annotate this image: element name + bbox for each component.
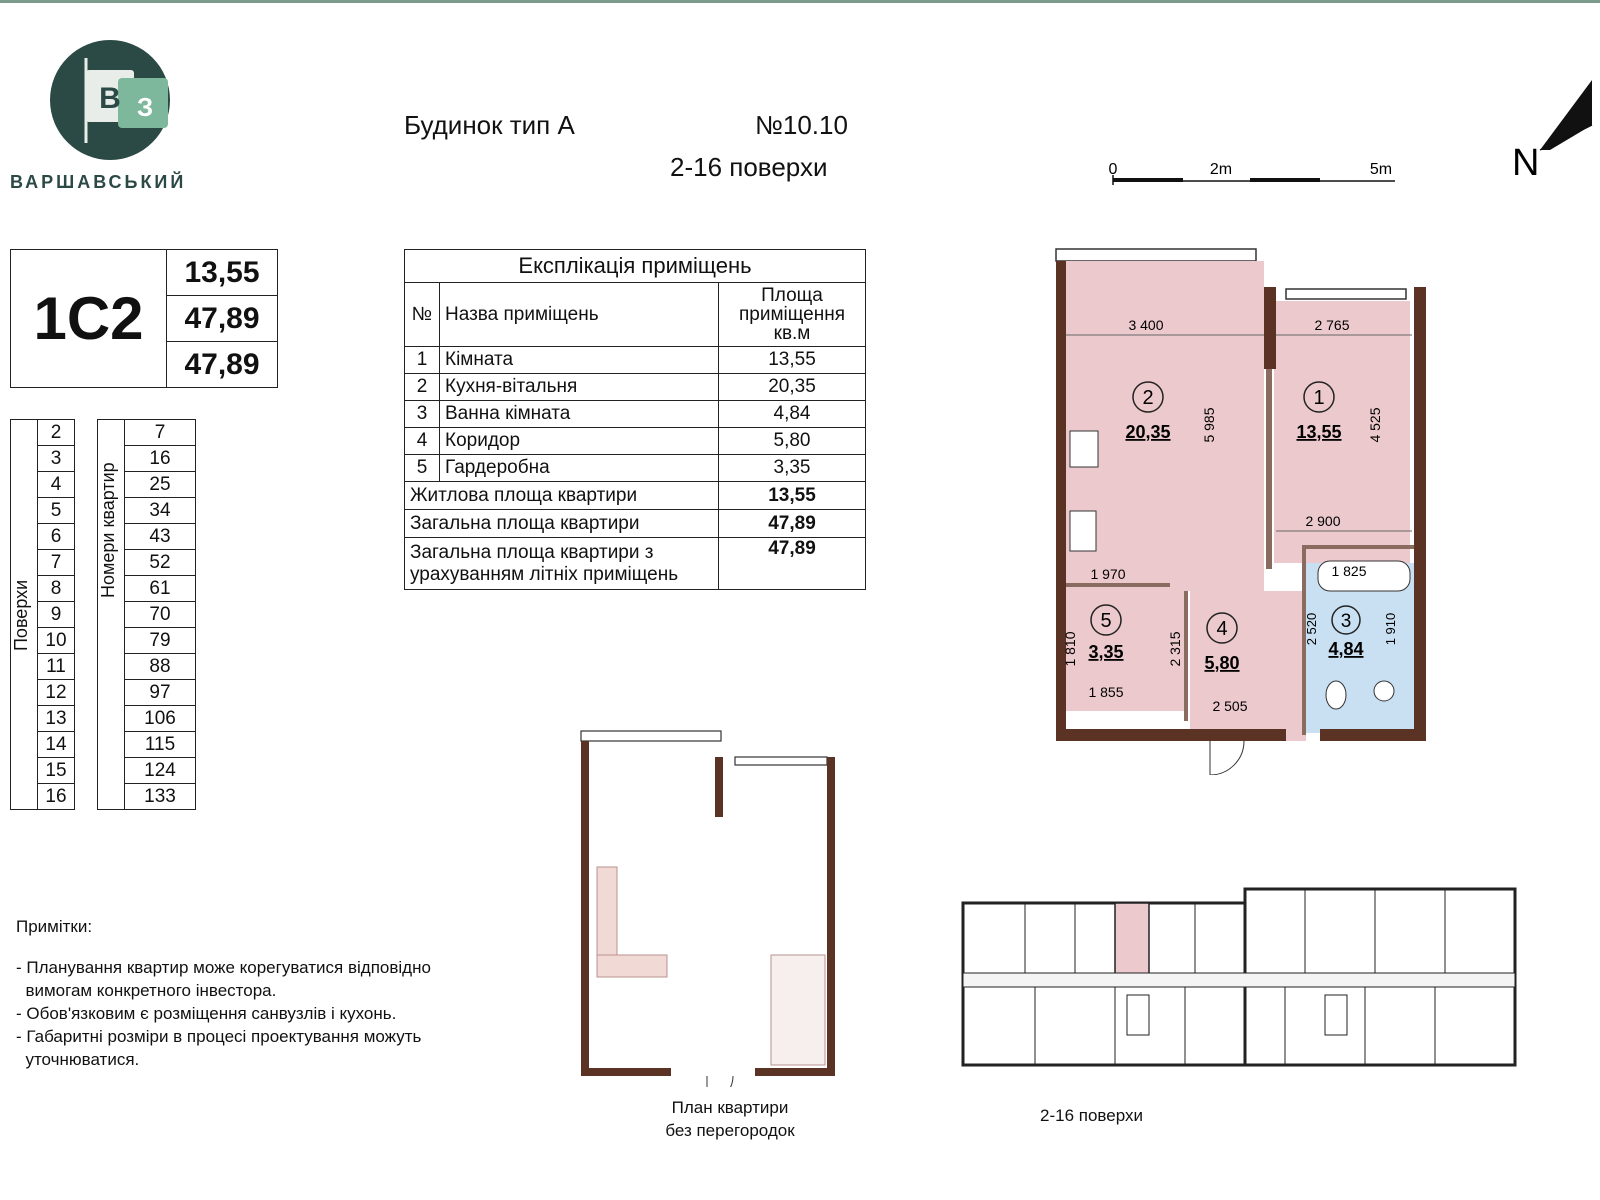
unit-area-total: 47,89 [167, 296, 278, 342]
washing-machine-icon [1374, 681, 1394, 701]
floor-cell: 4 [38, 472, 75, 498]
floor-cell: 9 [38, 602, 75, 628]
floor-cell: 11 [38, 654, 75, 680]
open-plan [575, 727, 850, 1087]
total-value: 13,55 [719, 482, 866, 510]
stove-icon [1070, 431, 1098, 467]
apartment-cell: 88 [125, 654, 196, 680]
room-area-label: 20,35 [1125, 422, 1171, 442]
floor-plan-overview [955, 885, 1535, 1080]
floor-cell: 15 [38, 758, 75, 784]
dim-label: 2 505 [1212, 698, 1248, 714]
apartment-cell: 124 [125, 758, 196, 784]
floor-cell: 14 [38, 732, 75, 758]
apartment-cell: 133 [125, 784, 196, 810]
apartment-cell: 97 [125, 680, 196, 706]
note-line: - Планування квартир може корегуватися відповідно [16, 958, 431, 977]
room-area: 4,84 [719, 401, 866, 428]
open-plan-wall-south-left [581, 1068, 671, 1076]
sink-icon [1070, 511, 1096, 551]
notes [16, 915, 431, 1071]
apartment-cell: 52 [125, 550, 196, 576]
floors-range: 2-16 поверхи [670, 152, 828, 182]
dim-label: 2 765 [1314, 317, 1350, 333]
dim-label: 4 525 [1367, 407, 1383, 443]
dim-label: 1 970 [1090, 566, 1126, 582]
room-name: Кімната [440, 347, 719, 374]
room-area: 20,35 [719, 374, 866, 401]
top-rule [0, 0, 1600, 3]
room-num: 4 [405, 428, 440, 455]
room-num: 1 [405, 347, 440, 374]
room-area: 13,55 [719, 347, 866, 374]
floors-gap [75, 420, 98, 810]
scale-label-5m: 5m [1369, 161, 1393, 178]
note-line: уточнюватися. [16, 1050, 140, 1069]
unit-box [10, 249, 278, 388]
dim-label: 1 855 [1088, 684, 1124, 700]
floor-cell: 10 [38, 628, 75, 654]
total-label: Загальна площа квартири з урахуванням літніх приміщень [405, 538, 719, 590]
brand-logo [48, 38, 183, 168]
scale-bar [1105, 155, 1405, 195]
wall-partition-bath-top [1302, 545, 1414, 549]
scale-seg-b [1250, 178, 1320, 182]
dim-label: 2 900 [1305, 513, 1341, 529]
floor-cell: 5 [38, 498, 75, 524]
room-number: 5 [1100, 610, 1112, 632]
dim-label: 3 400 [1128, 317, 1164, 333]
room-number: 1 [1313, 387, 1325, 409]
wall-west [1056, 261, 1066, 741]
room-num: 2 [405, 374, 440, 401]
floor-cell: 13 [38, 706, 75, 732]
wet-zone-kitchen-horizontal [597, 955, 667, 977]
apartment-cell: 34 [125, 498, 196, 524]
brand-name: ВАРШАВСЬКИЙ [10, 172, 187, 192]
room-area: 3,35 [719, 455, 866, 482]
room-name: Кухня-вітальня [440, 374, 719, 401]
entrance-door [1210, 741, 1244, 775]
open-plan-caption [640, 1096, 820, 1142]
notes-title: Примітки: [16, 917, 93, 936]
scale-label-0: 0 [1108, 161, 1118, 178]
room-bedroom [1274, 301, 1410, 563]
floor-cell: 12 [38, 680, 75, 706]
apartment-cell: 79 [125, 628, 196, 654]
apartment-cell: 70 [125, 602, 196, 628]
apartment-numbers-label: Номери квартир [98, 462, 118, 598]
room-number: 3 [1340, 611, 1352, 632]
north-arrow [1500, 75, 1600, 185]
header-num: № [405, 283, 440, 347]
floor-cell: 3 [38, 446, 75, 472]
balcony-rail-right [1286, 289, 1406, 299]
wall-south-left [1056, 729, 1286, 741]
open-plan-wall-west [581, 741, 589, 1076]
room-area-label: 4,84 [1328, 639, 1364, 659]
compass-label: N [1512, 142, 1540, 184]
apartment-cell: 7 [125, 420, 196, 446]
header-area: Площа приміщення кв.м [719, 283, 866, 347]
wall-mid-top [1264, 287, 1276, 369]
dim-label: 1 825 [1331, 563, 1367, 579]
wall-partition-mid [1266, 369, 1272, 569]
note-line: - Габаритні розміри в процесі проектування можуть [16, 1027, 422, 1046]
open-plan-caption-line-1: План квартири [671, 1098, 789, 1117]
unit-area-summer: 47,89 [167, 342, 278, 388]
apartment-cell: 106 [125, 706, 196, 732]
building-type: Будинок тип А [404, 110, 575, 140]
wall-south-right [1320, 729, 1424, 741]
toilet-icon [1326, 681, 1346, 709]
floors-table [10, 419, 196, 810]
room-name: Ванна кімната [440, 401, 719, 428]
open-plan-wall-east [827, 757, 835, 1076]
floor-cell: 7 [38, 550, 75, 576]
wet-zone-bath [771, 955, 825, 1065]
apartment-plan [1040, 245, 1460, 775]
apartment-cell: 43 [125, 524, 196, 550]
apartment-cell: 61 [125, 576, 196, 602]
highlighted-apartment [1115, 903, 1149, 975]
total-label: Загальна площа квартири [405, 510, 719, 538]
header-name: Назва приміщень [440, 283, 719, 347]
stair-core [1127, 995, 1149, 1035]
room-name: Гардеробна [440, 455, 719, 482]
wall-partition-corridor [1184, 591, 1188, 721]
note-line: - Обов'язковим є розміщення санвузлів і кухонь. [16, 1004, 397, 1023]
numbers-label-cell [98, 420, 125, 810]
room-area-label: 3,35 [1088, 642, 1124, 662]
room-area-label: 13,55 [1296, 422, 1342, 442]
unit-code: 1С2 [11, 250, 167, 388]
dim-label: 5 985 [1201, 407, 1217, 443]
room-area: 5,80 [719, 428, 866, 455]
floor-cell: 16 [38, 784, 75, 810]
note-line: вимогам конкретного інвестора. [16, 981, 277, 1000]
scale-seg-a [1113, 178, 1183, 182]
north-arrow-head [1540, 80, 1592, 150]
floor-plan-caption: 2-16 поверхи [1040, 1106, 1143, 1125]
apartment-number: №10.10 [755, 110, 848, 140]
room-area-label: 5,80 [1204, 653, 1240, 673]
floor-cell: 8 [38, 576, 75, 602]
stair-core [1325, 995, 1347, 1035]
logo-letter-v: В [99, 82, 121, 115]
room-num: 5 [405, 455, 440, 482]
open-plan-wall-south-right [755, 1068, 835, 1076]
explication-title: Експлікація приміщень [405, 250, 866, 283]
explication-table [404, 249, 866, 590]
apartment-cell: 16 [125, 446, 196, 472]
open-plan-door [707, 1076, 733, 1087]
total-label: Житлова площа квартири [405, 482, 719, 510]
floor-cell: 6 [38, 524, 75, 550]
apartment-cell: 115 [125, 732, 196, 758]
scale-label-2m: 2m [1209, 161, 1233, 178]
floor-plan-corridor [963, 973, 1515, 987]
dim-label: 2 520 [1304, 612, 1319, 646]
open-plan-balcony-right [735, 757, 827, 765]
room-number: 2 [1142, 387, 1154, 409]
open-plan-balcony-left [581, 731, 721, 741]
dim-label: 2 315 [1167, 631, 1183, 667]
total-value: 47,89 [719, 510, 866, 538]
floors-label: Поверхи [11, 578, 31, 651]
logo-letter-z: З [136, 92, 154, 122]
room-name: Коридор [440, 428, 719, 455]
open-plan-caption-line-2: без перегородок [665, 1121, 795, 1140]
room-num: 3 [405, 401, 440, 428]
total-value: 47,89 [719, 538, 866, 590]
floor-cell: 2 [38, 420, 75, 446]
wall-partition-wardrobe [1066, 583, 1170, 587]
floors-label-cell [11, 420, 38, 810]
unit-area-living: 13,55 [167, 250, 278, 296]
dim-label: 1 910 [1383, 612, 1398, 646]
wall-east [1414, 287, 1426, 741]
balcony-rail-left [1056, 249, 1256, 261]
open-plan-wall-mid [715, 757, 723, 817]
apartment-cell: 25 [125, 472, 196, 498]
dim-label: 1 810 [1062, 631, 1078, 667]
room-number: 4 [1216, 618, 1228, 640]
